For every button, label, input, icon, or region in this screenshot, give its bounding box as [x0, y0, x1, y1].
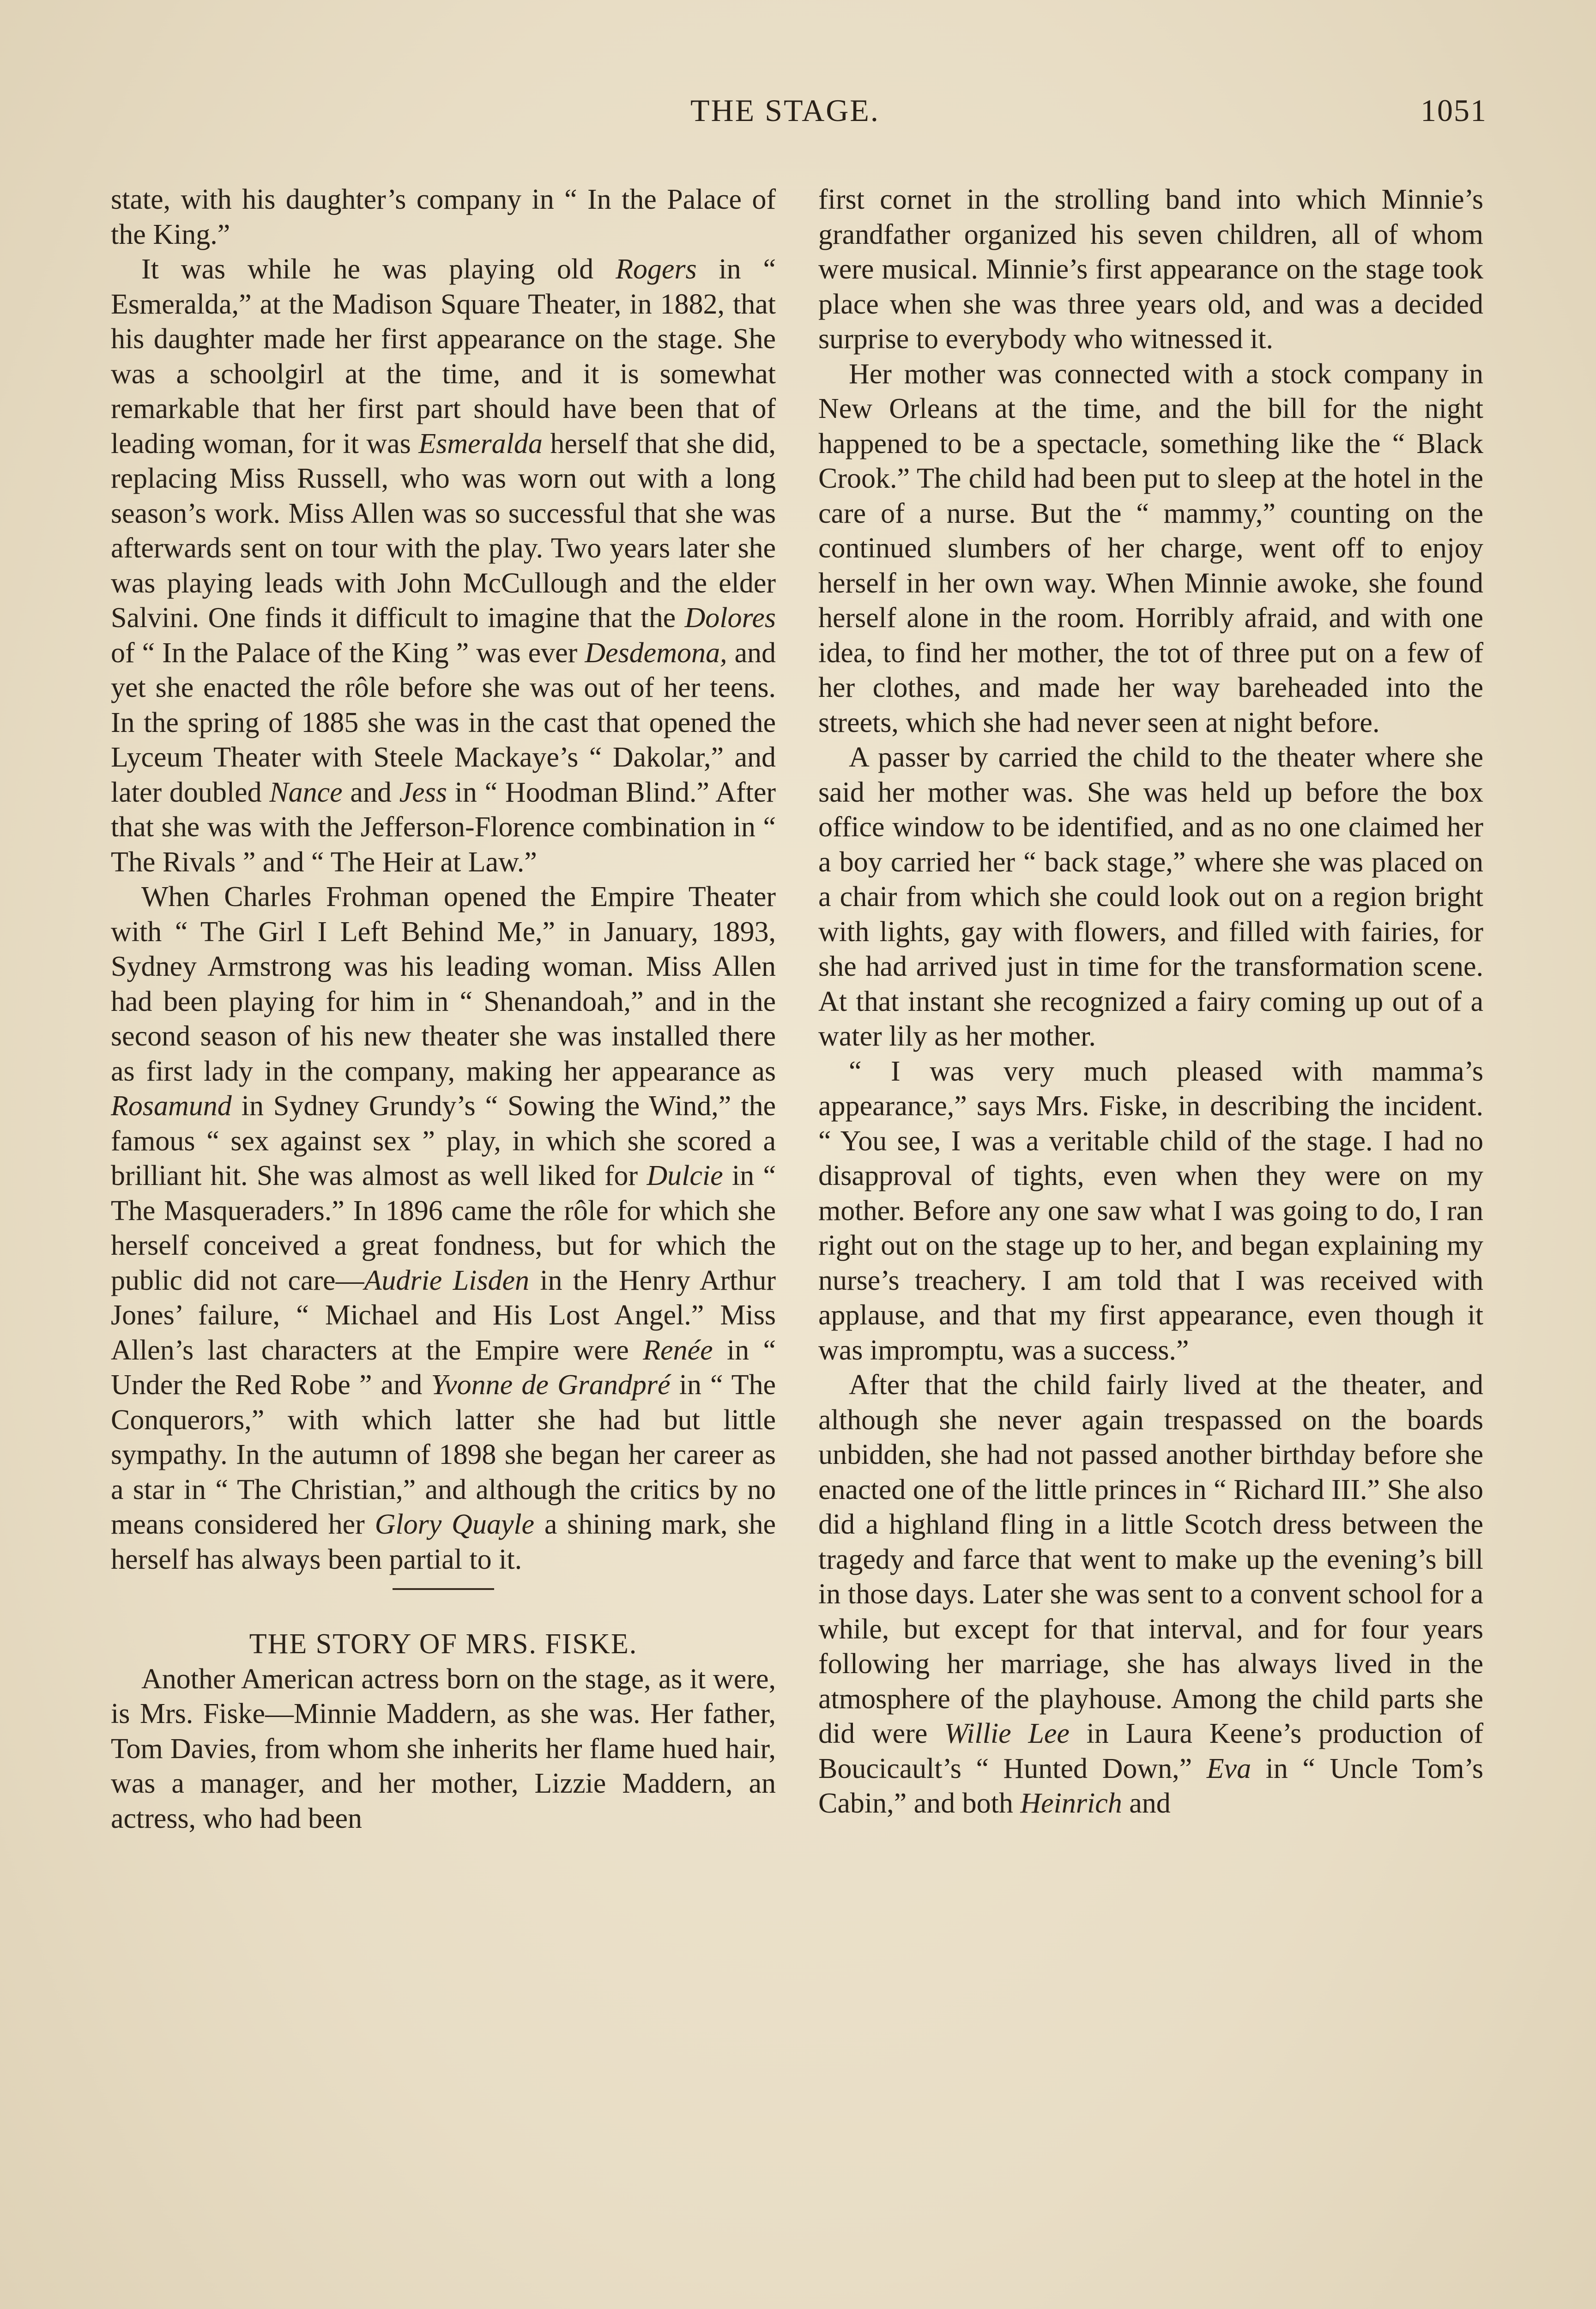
character-name: Dulcie [647, 1160, 723, 1191]
paragraph: When Charles Frohman opened the Empire Theater with “ The Girl I Left Behind Me,” in January, 1893, Sydney Armstrong was his leading woman. Miss Allen had been playing for him in “ Shenandoah,” and in the second season of his new theater she was installed there as first lady in the company, making her appearance as Rosamund in Sydney Grundy’s “ Sowing the Wind,” the famous “ sex against sex ” play, in which she scored a brilliant hit. She was almost as well liked for Dulcie in “ The Masqueraders.” In 1896 came the rôle for which she herself conceived a great fondness, but for which the public did not care—Audrie Lisden in the Henry Arthur Jones’ failure, “ Michael and His Lost Angel.” Miss Allen’s last characters at the Empire were Renée in “ Under the Red Robe ” and Yvonne de Grandpré in “ The Conquerors,” with which latter she had but little sympathy. In the autumn of 1898 she began her career as a star in “ The Christian,” and although the critics by no means considered her Glory Quayle a shining mark, she herself has always been partial to it. [111, 881, 776, 1575]
character-name: Rosamund [111, 1090, 232, 1122]
paragraph: Another American actress born on the stage, as it were, is Mrs. Fiske—Minnie Maddern, as she was. Her father, Tom Davies, from whom she inherits her flame hued hair, was a manager, and her mother, Lizzie Maddern, an actress, who had been [111, 1663, 776, 1834]
page-number: 1051 [1421, 93, 1487, 128]
character-name: Glory Quayle [375, 1509, 535, 1540]
paragraph: “ I was very much pleased with mamma’s appearance,” says Mrs. Fiske, in describing the incident. “ You see, I was a veritable child of the stage. I had no disapproval of tights, even when they were on my mother. Before any one saw what I was going to do, I ran right out on the stage up to her, and began explaining my nurse’s treachery. I am told that I was received with applause, and that my first appearance, even though it was impromptu, was a success.” [818, 1055, 1483, 1366]
paragraph: Her mother was connected with a stock company in New Orleans at the time, and the bill for the night happened to be a spectacle, something like the “ Black Crook.” The child had been put to sleep at the hotel in the care of a nurse. But the “ mammy,” counting on the continued slumbers of her charge, went off to enjoy herself in her own way. When Minnie awoke, she found herself alone in the room. Horribly afraid, and with one idea, to find her mother, the tot of three put on a few of her clothes, and made her way bareheaded into the streets, which she had never seen at night before. [818, 358, 1483, 738]
character-name: Heinrich [1020, 1788, 1122, 1819]
character-name: Desdemona, [585, 637, 727, 669]
section-heading: THE STORY OF MRS. FISKE. [249, 1628, 638, 1660]
running-head [111, 92, 1487, 143]
paragraph: It was while he was playing old Rogers in “ Esmeralda,” at the Madison Square Theater, in 1882, that his daughter made her first appearance on the stage. She was a schoolgirl at the time, and it is somewhat remarkable that her first part should have been that of leading woman, for it was Esmeralda herself that she did, replacing Miss Russell, who was worn out with a long season’s work. Miss Allen was so successful that she was afterwards sent on tour with the play. Two years later she was playing leads with John McCullough and the elder Salvini. One finds it difficult to imagine that the Dolores of “ In the Palace of the King ” was ever Desdemona, and yet she enacted the rôle before she was out of her teens. In the spring of 1885 she was in the cast that opened the Lyceum Theater with Steele Mackaye’s “ Dakolar,” and later doubled Nance and Jess in “ Hoodman Blind.” After that she was with the Jefferson-Florence combination in “ The Rivals ” and “ The Heir at Law.” [111, 254, 776, 878]
paragraph: first cornet in the strolling band into which Minnie’s grandfather organized his seven children, all of whom were musical. Minnie’s first appearance on the stage took place when she was three years old, and was a decided surprise to everybody who witnessed it. [818, 184, 1483, 355]
character-name: Eva [1206, 1753, 1251, 1784]
character-name: Esmeralda [418, 428, 543, 459]
character-name: Jess [399, 776, 447, 808]
left-column [111, 182, 776, 1836]
paragraph: After that the child fairly lived at the theater, and although she never again trespassed on the boards unbidden, she had not passed another birthday before she enacted one of the little princes in “ Richard III.” She also did a highland fling in a little Scotch dress between the tragedy and farce that went to make up the evening’s bill in those days. Later she was sent to a convent school for a while, but except for that interval, and for four years following her marriage, she has always lived in the atmosphere of the playhouse. Among the child parts she did were Willie Lee in Laura Keene’s production of Boucicault’s “ Hunted Down,” Eva in “ Uncle Tom’s Cabin,” and both Heinrich and [818, 1369, 1483, 1819]
character-name: Audrie Lisden [364, 1264, 529, 1296]
character-name: Dolores [684, 602, 776, 634]
character-name: Renée [643, 1334, 713, 1366]
character-name: Yvonne de Grandpré [431, 1369, 671, 1401]
character-name: Willie Lee [944, 1718, 1070, 1749]
section-divider [393, 1588, 494, 1590]
right-column [818, 182, 1483, 1821]
character-name: Rogers [615, 254, 697, 285]
paragraph: state, with his daughter’s company in “ In the Palace of the King.” [111, 184, 776, 250]
paragraph: A passer by carried the child to the theater where she said her mother was. She was held up before the box office window to be identified, and as no one claimed her a boy carried her “ back stage,” where she was placed on a chair from which she could look out on a region bright with lights, gay with flowers, and filled with fairies, for she had arrived just in time for the transformation scene. At that instant she recognized a fairy coming up out of a water lily as her mother. [818, 742, 1483, 1052]
page-header-title: THE STAGE. [690, 93, 880, 128]
character-name: Nance [269, 776, 343, 808]
